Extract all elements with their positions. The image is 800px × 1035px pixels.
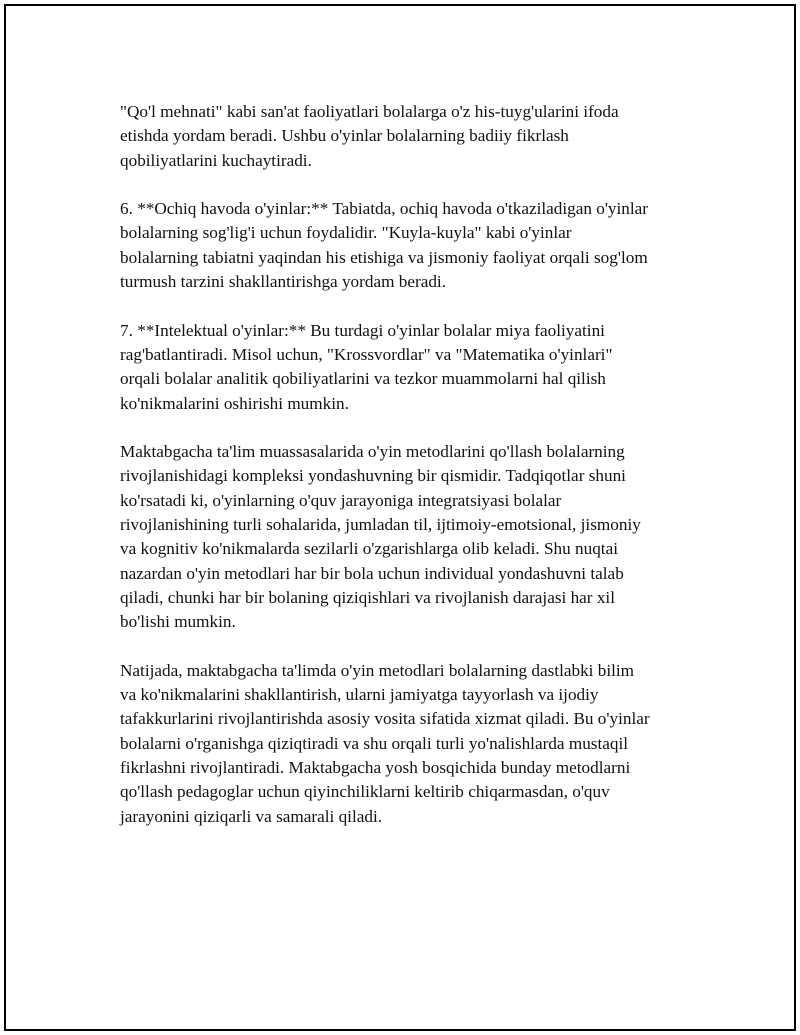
text-line: rivojlanishidagi kompleksi yondashuvning bir qismidir. Tadqiqotlar shuni bbox=[120, 466, 626, 486]
text-line: Maktabgacha ta'lim muassasalarida o'yin metodlarini qo'llash bolalarning bbox=[120, 442, 625, 462]
paragraph-preschool-approach bbox=[120, 440, 700, 634]
text-line: va ko'nikmalarini shakllantirish, ularni jamiyatga tayyorlash va ijodiy bbox=[120, 685, 599, 705]
text-line: "Qo'l mehnati" kabi san'at faoliyatlari bolalarga o'z his-tuyg'ularini ifoda bbox=[120, 102, 619, 121]
text-line: fikrlashni rivojlantiradi. Maktabgacha yosh bosqichida bunday metodlarni bbox=[120, 758, 631, 778]
text-line: va kognitiv ko'nikmalarda sezilarli o'zgarishlarga olib keladi. Shu nuqtai bbox=[120, 539, 618, 559]
text-line: qobiliyatlarini kuchaytiradi. bbox=[120, 150, 312, 170]
text-line: 6. **Ochiq havoda o'yinlar:** Tabiatda, ochiq havoda o'tkaziladigan o'yinlar bbox=[120, 199, 649, 219]
text-line: turmush tarzini shakllantirishga yordam beradi. bbox=[120, 272, 447, 292]
text-line: nazardan o'yin metodlari har bir bola uchun individual yondashuvni talab bbox=[120, 563, 624, 583]
text-line: qiladi, chunki har bir bolaning qiziqishlari va rivojlanish darajasi har xil bbox=[120, 587, 615, 607]
text-line: etishda yordam beradi. Ushbu o'yinlar bolalarning badiiy fikrlash bbox=[120, 126, 569, 146]
text-line: bo'lishi mumkin. bbox=[120, 612, 236, 632]
text-line: orqali bolalar analitik qobiliyatlarini va tezkor muammolarni hal qilish bbox=[120, 369, 606, 389]
text-line: rag'batlantiradi. Misol uchun, "Krossvordlar" va "Matematika o'yinlari" bbox=[120, 344, 613, 364]
text-line: Natijada, maktabgacha ta'limda o'yin metodlari bolalarning dastlabki bilim bbox=[120, 660, 635, 680]
text-line: bolalarning tabiatni yaqindan his etishiga va jismoniy faoliyat orqali sog'lom bbox=[120, 247, 648, 267]
paragraph-art-activities bbox=[120, 100, 700, 173]
text-line: qo'llash pedagoglar uchun qiyinchiliklarni keltirib chiqarmasdan, o'quv bbox=[120, 782, 610, 802]
text-line: ko'nikmalarini oshirishi mumkin. bbox=[120, 393, 349, 413]
text-line: jarayonini qiziqarli va samarali qiladi. bbox=[120, 806, 383, 826]
paragraph-conclusion bbox=[120, 659, 700, 829]
text-line: 7. **Intelektual o'yinlar:** Bu turdagi o'yinlar bolalar miya faoliyatini bbox=[120, 320, 605, 340]
paragraph-intellectual-games bbox=[120, 319, 700, 416]
text-line: bolalarni o'rganishga qiziqtiradi va shu orqali turli yo'nalishlarda mustaqil bbox=[120, 733, 629, 753]
document-page bbox=[4, 4, 796, 1031]
document-body bbox=[120, 100, 700, 829]
paragraph-outdoor-games bbox=[120, 197, 700, 294]
text-line: ko'rsatadi ki, o'yinlarning o'quv jarayoniga integratsiyasi bolalar bbox=[120, 490, 562, 510]
text-line: tafakkurlarini rivojlantirishda asosiy vosita sifatida xizmat qiladi. Bu o'yinlar bbox=[120, 709, 650, 729]
text-line: rivojlanishining turli sohalarida, jumladan til, ijtimoiy-emotsional, jismoniy bbox=[120, 515, 641, 535]
text-line: bolalarning sog'lig'i uchun foydalidir. "Kuyla-kuyla" kabi o'yinlar bbox=[120, 223, 572, 243]
